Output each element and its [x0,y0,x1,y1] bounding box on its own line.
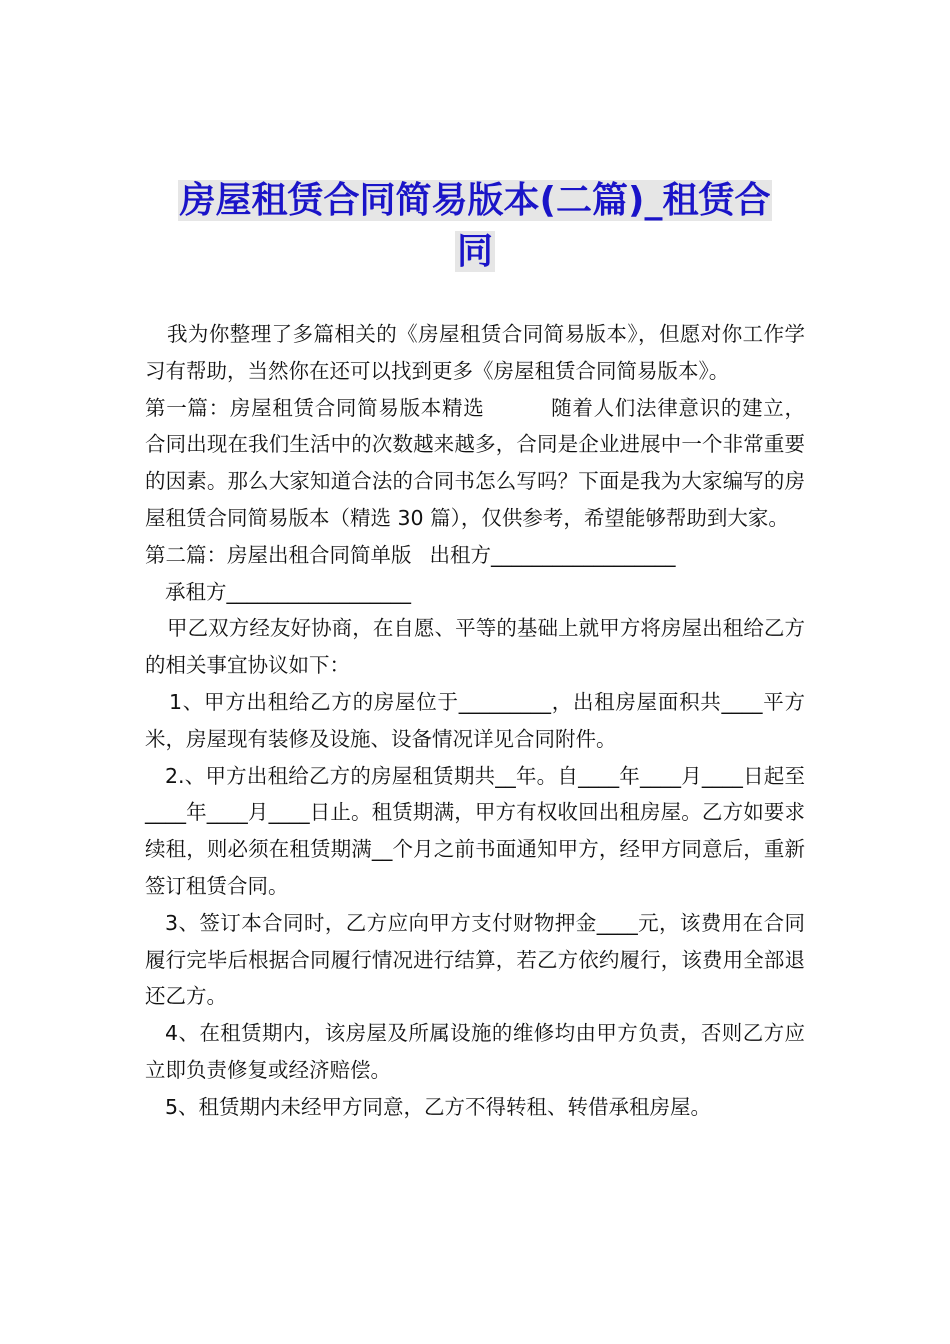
clause-2: 2.、甲方出租给乙方的房屋租赁期共__年。自____年____月____日起至____年____月____日止。租赁期满，甲方有权收回出租房屋。乙方如要求续租，则必须在租赁期满__个月之前书面通知甲方，经甲方同意后，重新签订租赁合同。 [145,763,805,898]
lessee-line: 承租方__________________ [165,579,411,604]
document-body [145,316,805,1126]
intro-paragraph: 我为你整理了多篇相关的《房屋租赁合同简易版本》，但愿对你工作学习有帮助，当然你在还可以找到更多《房屋租赁合同简易版本》。 [145,322,805,383]
clause-3: 3、签订本合同时，乙方应向甲方支付财物押金____元，该费用在合同履行完毕后根据合同履行情况进行结算，若乙方依约履行，该费用全部退还乙方。 [145,910,805,1009]
lessor-line: 出租方__________________ [429,542,676,567]
clause-4: 4、在租赁期内，该房屋及所属设施的维修均由甲方负责，否则乙方应立即负责修复或经济赔偿。 [145,1021,805,1082]
clause-1: 1、甲方出租给乙方的房屋位于_________，出租房屋面积共____平方米，房屋现有装修及设施、设备情况详见合同附件。 [145,689,805,751]
document-title [145,175,805,227]
clause-5: 5、租赁期内未经甲方同意，乙方不得转租、转借承租房屋。 [165,1094,712,1119]
part1-text: 随着人们法律意识的建立，合同出现在我们生活中的次数越来越多，合同是企业进展中一个非常重要的因素。那么大家知道合法的合同书怎么写吗？下面是我为大家编写的房屋租赁合同简易版本（精选 30 篇），仅供参考，希望能够帮助到大家。 [145,395,806,530]
part1-heading: 第一篇：房屋租赁合同简易版本精选 [145,395,485,420]
part2-heading: 第二篇：房屋出租合同简单版 [145,542,412,567]
part1-paragraph [145,390,805,537]
title-line-2: 同 [456,231,493,272]
part2-paragraph [145,537,805,574]
title-line-1: 房屋租赁合同简易版本(二篇)_租赁合 [179,180,771,221]
preamble-paragraph: 甲乙双方经友好协商，在自愿、平等的基础上就甲方将房屋出租给乙方的相关事宜协议如下： [145,616,805,678]
document-title-continued [145,226,805,278]
